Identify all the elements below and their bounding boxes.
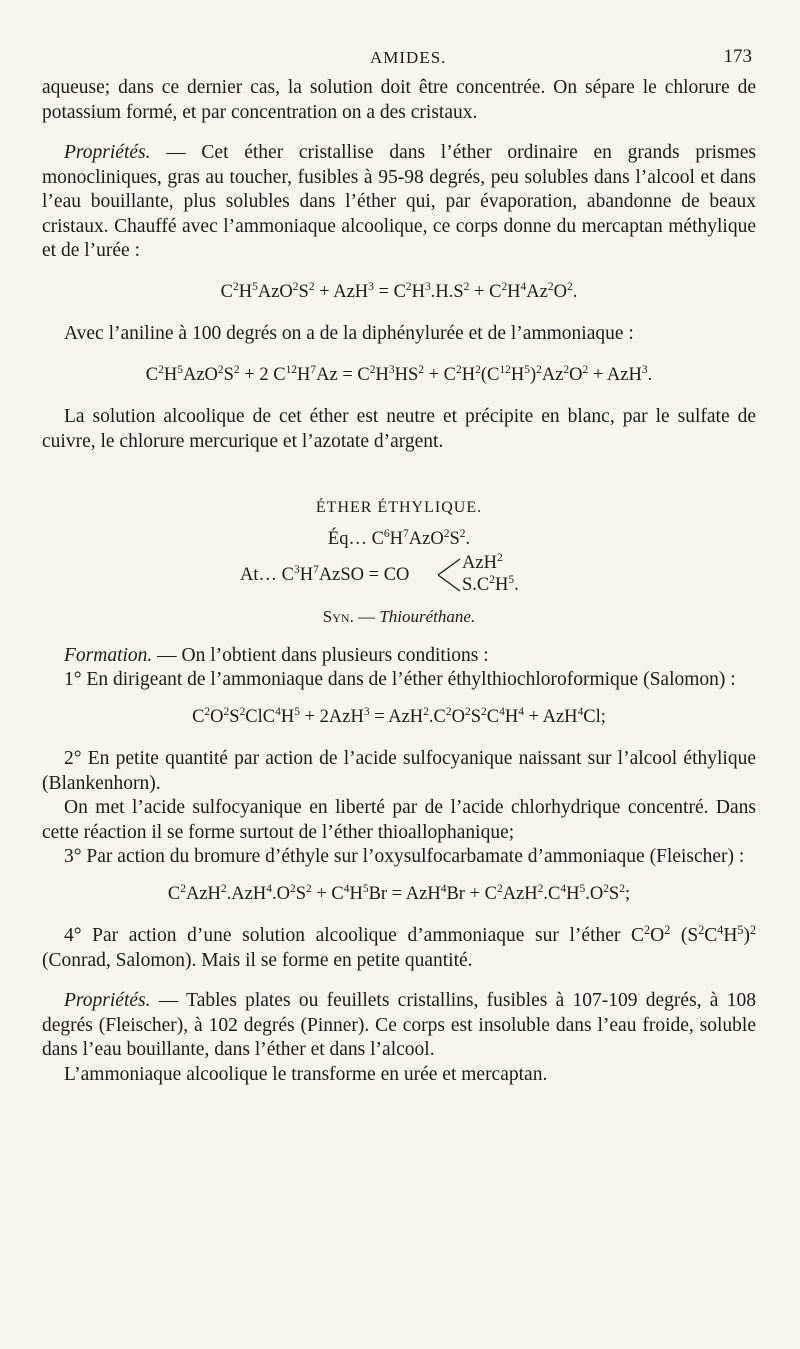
synonym-line: [42, 605, 756, 630]
atomic-formula: [240, 553, 756, 597]
page-number: 173: [723, 46, 752, 67]
item4-text-before: 4° Par action d’une solution alcoolique d’ammoniaque sur l’éther: [64, 925, 632, 946]
paragraph-aniline: Avec l’aniline à 100 degrés on a de la diphénylurée et de l’ammoniaque :: [64, 323, 634, 344]
formation-label: Formation.: [64, 644, 153, 666]
branch-amide: AzH$^2$: [462, 552, 503, 573]
paragraph-formation: [42, 644, 756, 669]
formation-item-3: 3° Par action du bromure d’éthyle sur l’oxysulfocarbamate d’ammoniaque (Fleischer) :: [64, 846, 745, 867]
formation-item-1: 1° En dirigeant de l’ammoniaque dans de l’éther éthylthiochloroformique (Salomon) :: [64, 669, 736, 690]
item4-formula: $C^2O^2$ $(S^2C^4H^5)^2$: [631, 922, 757, 946]
properties-label: Propriétés.: [64, 142, 151, 163]
item4-text-after: (Conrad, Salomon). Mais il se forme en petite quantité.: [42, 949, 473, 971]
page-header: [0, 46, 800, 74]
page-body: [42, 76, 756, 1087]
paragraph-final: L’ammoniaque alcoolique le transforme en urée et mercaptan.: [64, 1063, 548, 1085]
bond-branch: [437, 553, 461, 597]
formula-diphenylurea: $C^2H^5AzO^2S^2 + 2$ $C^{12}H^7Az = C^2H^3HS^2 + C^2H^2(C^{12}H^5)^2Az^2O^2 + AzH^3$.: [145, 363, 653, 385]
synonym-name: Thiouréthane.: [379, 607, 476, 626]
formula-urea: $C^2H^5AzO^2S^2 + AzH^3 = C^2H^3.H.S^2 + C^2H^4Az^2O^2$.: [220, 280, 578, 302]
paragraph-properties-2: [42, 989, 756, 1063]
equivalent-formula: Éq… $C^6H^7AzO^2S^2$.: [327, 527, 471, 549]
formation-item-4: [42, 924, 756, 973]
paragraph-properties-1: [42, 141, 756, 264]
properties-text: — Cet éther cristallise dans l’éther ordinaire en grands prismes monocliniques, gras au toucher, fusibles à 95-98 degrés, peu solubles dans l’alcool et dans l’eau bouillante, plus solubles dans l’éther qui, par évaporation, abandonne de beaux cristaux. Chauffé avec l’ammoniaque alcoolique, ce corps donne du mercaptan méthylique et de l’urée :: [42, 142, 756, 261]
formation-text: — On l’obtient dans plusieurs conditions :: [152, 644, 489, 666]
running-head: AMIDES.: [370, 48, 447, 67]
formation-item-2-note: On met l’acide sulfocyanique en liberté par de l’acide chlorhydrique concentré. Dans cette réaction il se forme surtout de l’éther thioallophanique;: [42, 797, 756, 843]
properties-2-label: Propriétés.: [64, 990, 151, 1011]
atomic-formula-main: At… $C^3H^7AzSO$ = CO: [240, 564, 410, 585]
paragraph-continuation: aqueuse; dans ce dernier cas, la solution doit être concentrée. On sépare le chlorure de potassium formé, et par concentration on a des cristaux.: [42, 77, 756, 123]
section-title: ÉTHER ÉTHYLIQUE.: [315, 499, 483, 516]
formula-salomon: $C^2O^2S^2ClC^4H^5 + 2AzH^3 = AzH^2.C^2O^2S^2C^4H^4 + AzH^4Cl$;: [192, 705, 606, 727]
formation-item-2: 2° En petite quantité par action de l’acide sulfocyanique naissant sur l’alcool éthylique (Blankenhorn).: [42, 748, 756, 794]
paragraph-solution: La solution alcoolique de cet éther est neutre et précipite en blanc, par le sulfate de cuivre, le chlorure mercurique et l’azotate d’argent.: [42, 406, 756, 452]
synonym-label: Syn.: [322, 607, 354, 626]
properties-2-text: — Tables plates ou feuillets cristallins, fusibles à 107-109 degrés, à 108 degrés (Fleischer), à 102 degrés (Pinner). Ce corps est insoluble dans l’eau froide, soluble dans l’eau bouillante, dans l’éther et dans l’alcool.: [42, 990, 756, 1060]
branch-thioethyl: $S.C^2H^5$.: [462, 574, 519, 595]
formula-fleischer: $C^2AzH^2.AzH^4.O^2S^2 + C^4H^5Br = AzH^4Br + C^2AzH^2.C^4H^5.O^2S^2$;: [167, 882, 631, 904]
synonym-dash: —: [353, 607, 380, 626]
